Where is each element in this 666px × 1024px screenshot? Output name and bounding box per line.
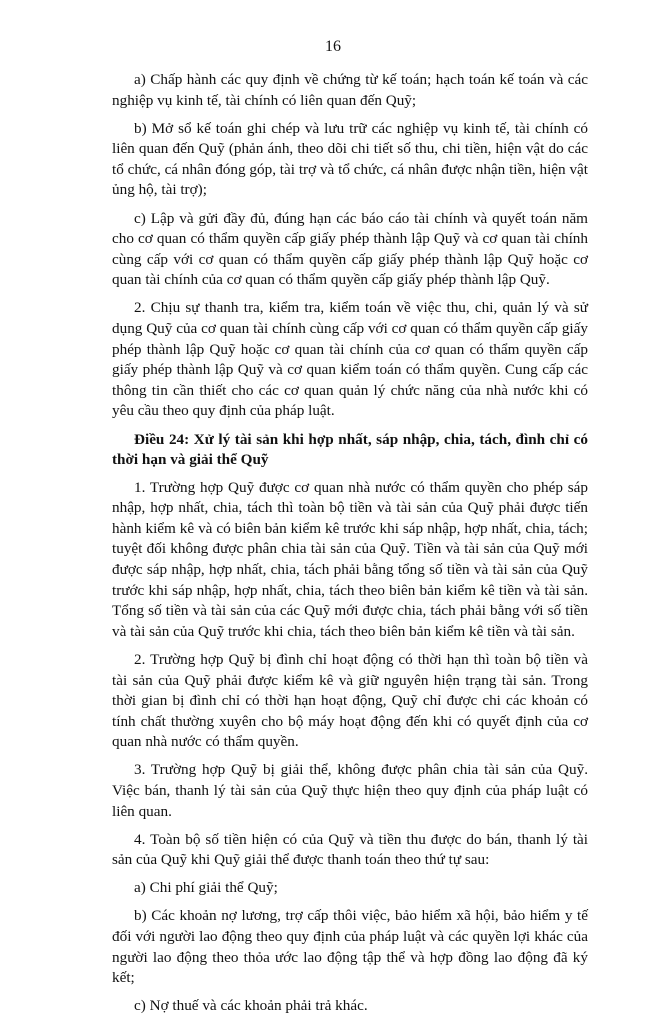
paragraph: b) Mở sổ kế toán ghi chép và lưu trữ các nghiệp vụ kinh tế, tài chính có liên quan đến Quỹ (phản ánh, theo dõi chi tiết số thu, chi tiền, hiện vật do các tổ chức, cá nhân đóng góp, tài trợ và tổ chức, cá nhân được nhận tiền, hiện vật ủng hộ, tài trợ); [112, 119, 588, 199]
paragraph: b) Các khoản nợ lương, trợ cấp thôi việc, bảo hiểm xã hội, bảo hiểm y tế đối với người lao động theo quy định của pháp luật và các quyền lợi khác của người lao động theo thỏa ước lao động tập thể và hợp đồng lao động đã ký kết; [112, 907, 588, 987]
page-number: 16 [325, 38, 341, 55]
document-body [112, 70, 588, 1024]
paragraph: c) Nợ thuế và các khoản phải trả khác. [134, 997, 368, 1015]
paragraph: c) Lập và gửi đầy đủ, đúng hạn các báo cáo tài chính và quyết toán năm cho cơ quan có thẩm quyền cấp giấy phép thành lập Quỹ và cơ quan tài chính cùng cấp với cơ quan có thẩm quyền cấp giấy phép thành lập Quỹ hoặc cơ quan tài chính của cơ quan có thẩm quyền cấp giấy phép thành lập Quỹ. [112, 209, 588, 289]
paragraph: 3. Trường hợp Quỹ bị giải thể, không được phân chia tài sản của Quỹ. Việc bán, thanh lý tài sản của Quỹ thực hiện theo quy định của pháp luật có liên quan. [112, 761, 588, 820]
paragraph: 1. Trường hợp Quỹ được cơ quan nhà nước có thẩm quyền cho phép sáp nhập, hợp nhất, chia, tách thì toàn bộ tiền và tài sản của Quỹ phải được tiến hành kiểm kê và có biên bản kiểm kê trước khi sáp nhập, hợp nhất, chia, tách; tuyệt đối không được phân chia tài sản của Quỹ. Tiền và tài sản của Quỹ mới được sáp nhập, hợp nhất, chia, tách phải bằng tổng số tiền và tài sản của Quỹ trước khi sáp nhập, hợp nhất, chia, tách theo biên bản kiểm kê tiền và tài sản. Tổng số tiền và tài sản của các Quỹ mới được chia, tách phải bằng với số tiền và tài sản của Quỹ trước khi chia, tách theo biên bản kiểm kê tiền và tài sản. [112, 478, 588, 640]
paragraph: 4. Toàn bộ số tiền hiện có của Quỹ và tiền thu được do bán, thanh lý tài sản của Quỹ khi Quỹ giải thể được thanh toán theo thứ tự sau: [112, 830, 588, 869]
article-heading: Điều 24: Xử lý tài sản khi hợp nhất, sáp nhập, chia, tách, đình chỉ có thời hạn và giải thể Quỹ [112, 430, 588, 469]
paragraph: a) Chi phí giải thể Quỹ; [134, 879, 278, 897]
paragraph: 2. Trường hợp Quỹ bị đình chỉ hoạt động có thời hạn thì toàn bộ tiền và tài sản của Quỹ phải được kiểm kê và giữ nguyên hiện trạng tài sản. Trong thời gian bị đình chỉ có thời hạn hoạt động, Quỹ chỉ được chi các khoản có tính chất thường xuyên cho bộ máy hoạt động đến khi có quyết định của cơ quan nhà nước có thẩm quyền. [112, 650, 588, 751]
paragraph: a) Chấp hành các quy định về chứng từ kế toán; hạch toán kế toán và các nghiệp vụ kinh tế, tài chính có liên quan đến Quỹ; [112, 71, 588, 109]
paragraph: 2. Chịu sự thanh tra, kiểm tra, kiểm toán về việc thu, chi, quản lý và sử dụng Quỹ của cơ quan tài chính cùng cấp với cơ quan có thẩm quyền cấp giấy phép thành lập Quỹ hoặc cơ quan tài chính của cơ quan có thẩm quyền cấp giấy phép thành lập Quỹ và cơ quan kiểm toán có thẩm quyền. Cung cấp các thông tin cần thiết cho các cơ quan quản lý chức năng của nhà nước khi có yêu cầu theo quy định của pháp luật. [112, 299, 588, 420]
